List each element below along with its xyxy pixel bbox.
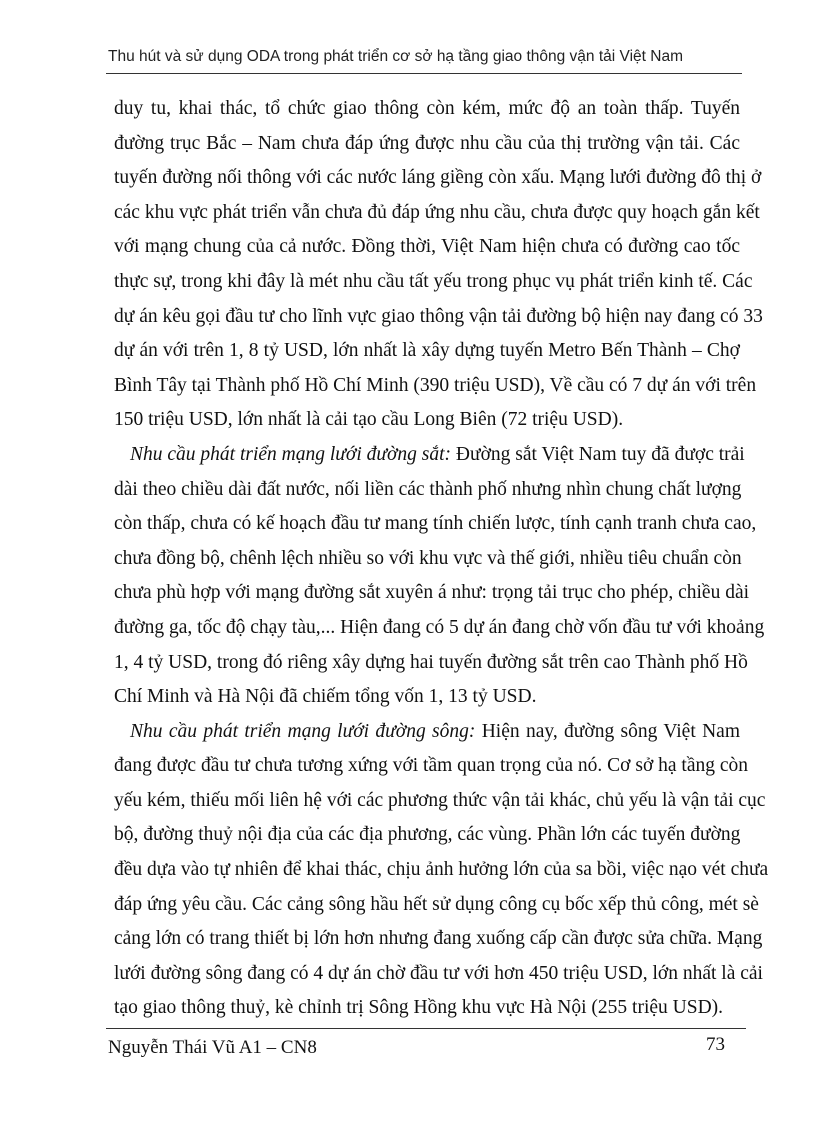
text-line: tạo giao thông thuỷ, kè chỉnh trị Sông Hồng khu vực Hà Nội (255 triệu USD).: [114, 997, 724, 1019]
text-line: với mạng chung của cả nước. Đồng thời, Việt Nam hiện chưa có đường cao tốc: [114, 236, 740, 258]
text-line: tuyến đường nối thông với các nước láng giềng còn xấu. Mạng lưới đường đô thị ở: [114, 167, 762, 189]
text-line: lưới đường sông đang có 4 dự án chờ đầu tư với hơn 450 triệu USD, lớn nhất là cải: [114, 962, 763, 984]
text-line: duy tu, khai thác, tổ chức giao thông còn kém, mức độ an toàn thấp. Tuyến: [114, 98, 740, 119]
text-line: còn thấp, chưa có kế hoạch đầu tư mang tính chiến lược, tính cạnh tranh chưa cao,: [114, 513, 757, 535]
footer-rule: [106, 1028, 746, 1029]
page-body: [114, 92, 769, 1026]
text-line: đang được đầu tư chưa tương xứng với tầm quan trọng của nó. Cơ sở hạ tầng còn: [114, 755, 749, 777]
text-line: Chí Minh và Hà Nội đã chiếm tổng vốn 1, 13 tỷ USD.: [114, 686, 537, 708]
text-line: chưa phù hợp với mạng đường sắt xuyên á như: trọng tải trục cho phép, chiều dài: [114, 582, 750, 604]
italic-lead: Nhu cầu phát triển mạng lưới đường sắt:: [130, 443, 452, 465]
line-rest: Hiện nay, đường sông Việt Nam: [475, 720, 741, 742]
footer-author: Nguyễn Thái Vũ A1 – CN8: [108, 1037, 317, 1058]
text-line: dài theo chiều dài đất nước, nối liền các thành phố nhưng nhìn chung chất lượng: [114, 478, 742, 500]
text-line: dự án kêu gọi đầu tư cho lĩnh vực giao thông vận tải đường bộ hiện nay đang có 33: [114, 305, 763, 327]
text-line: dự án với trên 1, 8 tỷ USD, lớn nhất là xây dựng tuyến Metro Bến Thành – Chợ: [114, 340, 740, 362]
running-header: Thu hút và sử dụng ODA trong phát triển cơ sở hạ tầng giao thông vận tải Việt Nam: [108, 48, 683, 65]
text-line: cảng lớn có trang thiết bị lớn hơn nhưng đang xuống cấp cần được sửa chữa. Mạng: [114, 928, 763, 950]
text-line: đáp ứng yêu cầu. Các cảng sông hầu hết sử dụng công cụ bốc xếp thủ công, mét sè: [114, 893, 759, 915]
text-line: đường trục Bắc – Nam chưa đáp ứng được nhu cầu của thị trường vận tải. Các: [114, 132, 740, 154]
text-line: yếu kém, thiếu mối liên hệ với các phương thức vận tải khác, chủ yếu là vận tải cục: [114, 789, 766, 811]
text-line: chưa đồng bộ, chênh lệch nhiều so với khu vực và thế giới, nhiều tiêu chuẩn còn: [114, 547, 742, 569]
header-rule: [106, 73, 742, 74]
text-line: thực sự, trong khi đây là mét nhu cầu tất yếu trong phục vụ phát triển kinh tế. Các: [114, 270, 753, 292]
paragraph-waterway: [114, 715, 769, 1026]
text-line: đường ga, tốc độ chạy tàu,... Hiện đang có 5 dự án đang chờ vốn đầu tư với khoảng: [114, 616, 765, 638]
text-line: bộ, đường thuỷ nội địa của các địa phương, các vùng. Phần lớn các tuyến đường: [114, 824, 741, 846]
page-number: 73: [706, 1034, 725, 1055]
line-rest: Đường sắt Việt Nam tuy đã được trải: [451, 443, 745, 465]
text-line: 150 triệu USD, lớn nhất là cải tạo cầu Long Biên (72 triệu USD).: [114, 409, 624, 431]
text-line: Bình Tây tại Thành phố Hồ Chí Minh (390 triệu USD), Về cầu có 7 dự án với trên: [114, 374, 757, 396]
text-line: [114, 715, 740, 750]
paragraph-railway: [114, 438, 765, 715]
text-line: 1, 4 tỷ USD, trong đó riêng xây dựng hai tuyến đường sắt trên cao Thành phố Hồ: [114, 651, 748, 673]
text-line: [114, 438, 745, 473]
text-line: đều dựa vào tự nhiên để khai thác, chịu ảnh hưởng lớn của sa bồi, việc nạo vét chưa: [114, 859, 769, 881]
italic-lead: Nhu cầu phát triển mạng lưới đường sông:: [130, 720, 476, 742]
text-line: các khu vực phát triển vẫn chưa đủ đáp ứng nhu cầu, chưa được quy hoạch gắn kết: [114, 201, 760, 223]
paragraph-road: [114, 92, 763, 438]
